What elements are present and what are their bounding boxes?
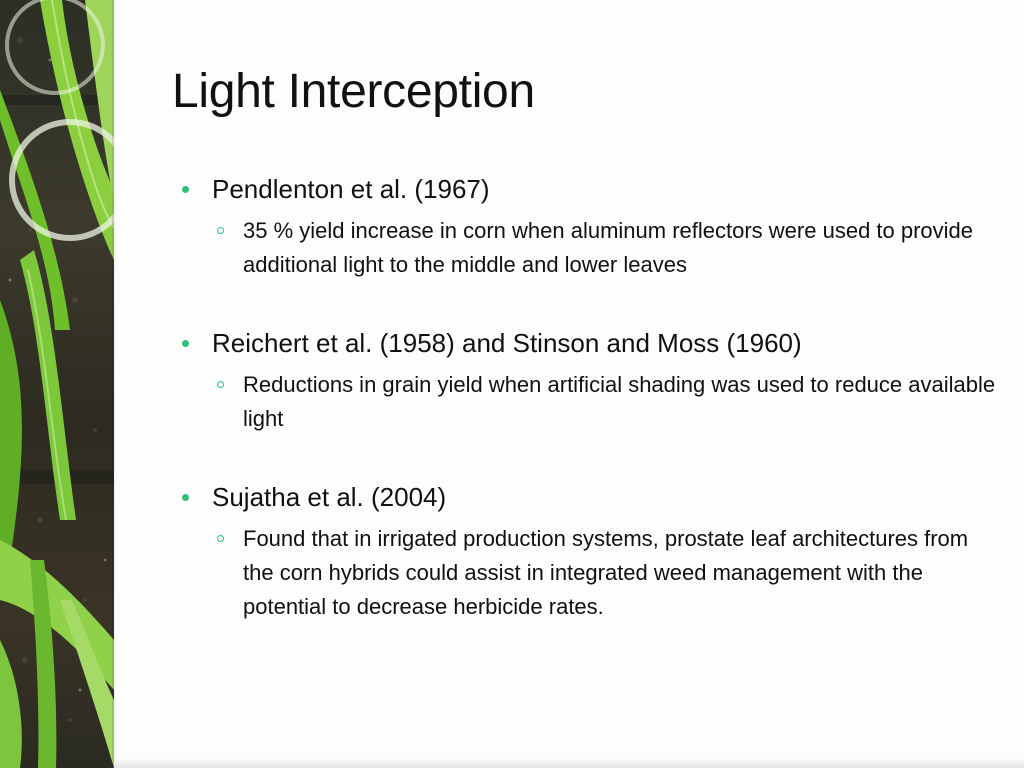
sub-bullet xyxy=(243,368,1003,436)
bullet-heading xyxy=(180,322,1000,364)
sub-bullet xyxy=(243,214,1003,282)
bullet-item xyxy=(180,476,1000,624)
sub-bullet-text: Found that in irrigated production systems, prostate leaf architectures from the corn hybrids could assist in integrated weed management with the potential to decrease herbicide rates. xyxy=(243,526,969,619)
bullet-list xyxy=(180,168,1000,664)
hollow-circle-icon xyxy=(217,381,224,388)
bullet-dot-icon xyxy=(182,186,189,193)
bullet-heading-text: Reichert et al. (1958) and Stinson and Moss (1960) xyxy=(212,328,802,358)
bullet-heading xyxy=(180,168,1000,210)
bullet-dot-icon xyxy=(182,340,189,347)
sub-bullet xyxy=(243,522,1003,624)
hollow-circle-icon xyxy=(217,535,224,542)
bullet-dot-icon xyxy=(182,494,189,501)
bullet-heading-text: Sujatha et al. (2004) xyxy=(212,482,447,512)
sub-bullet-text: 35 % yield increase in corn when aluminum reflectors were used to provide additional light to the middle and lower leaves xyxy=(243,218,974,277)
hollow-circle-icon xyxy=(217,227,224,234)
bullet-heading xyxy=(180,476,1000,518)
photo-strip-edge xyxy=(112,0,116,768)
sub-bullet-text: Reductions in grain yield when artificial shading was used to reduce available light xyxy=(243,372,996,431)
bottom-shadow xyxy=(114,758,1024,768)
bullet-item xyxy=(180,168,1000,282)
slide-title: Light Interception xyxy=(172,65,535,118)
bullet-heading-text: Pendlenton et al. (1967) xyxy=(212,174,490,204)
corn-seedlings-photo xyxy=(0,0,114,768)
bullet-item xyxy=(180,322,1000,436)
